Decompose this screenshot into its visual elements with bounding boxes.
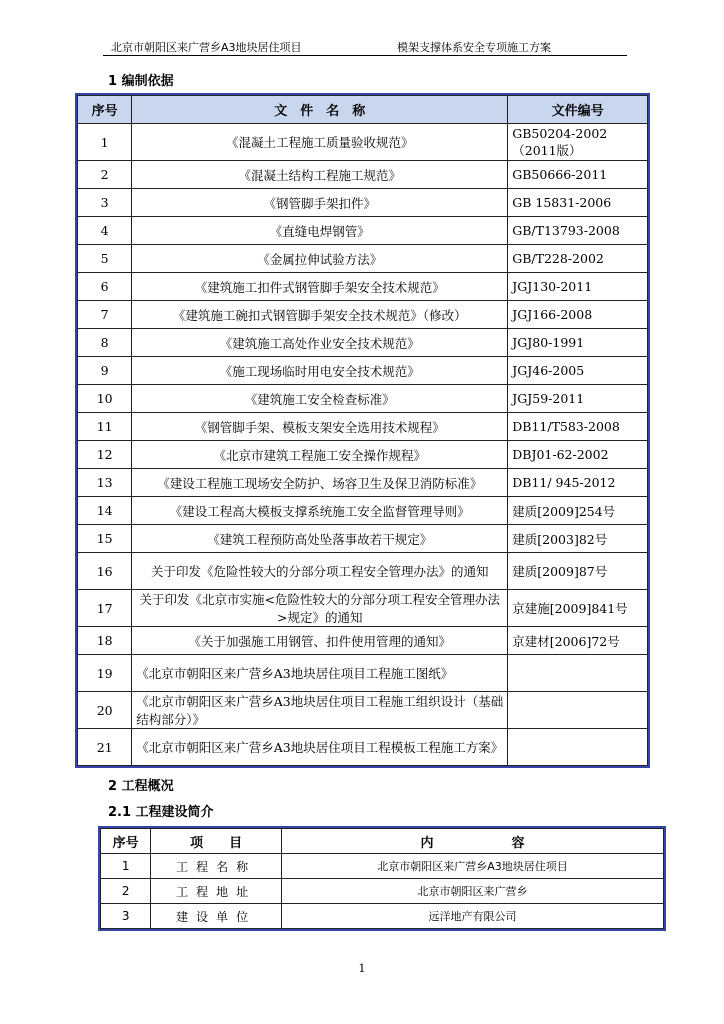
row-code: GB 15831-2006 bbox=[508, 189, 648, 217]
header-project: 北京市朝阳区来广营乡A3地块居住项目 bbox=[111, 41, 302, 54]
row-name: 《建筑工程预防高处坠落事故若干规定》 bbox=[132, 525, 508, 553]
header-doc-title: 模架支撑体系安全专项施工方案 bbox=[397, 41, 551, 54]
row-name: 《北京市建筑工程施工安全操作规程》 bbox=[132, 441, 508, 469]
table-row bbox=[78, 161, 648, 189]
row-no: 1 bbox=[101, 854, 151, 879]
row-name: 《直缝电焊钢管》 bbox=[132, 217, 508, 245]
header-item: 项 目 bbox=[151, 829, 282, 854]
row-code: DB11/T583-2008 bbox=[508, 413, 648, 441]
header-name: 文 件 名 称 bbox=[132, 96, 508, 124]
row-no: 2 bbox=[101, 879, 151, 904]
row-name: 《混凝土结构工程施工规范》 bbox=[132, 161, 508, 189]
row-no: 19 bbox=[78, 655, 132, 692]
row-no: 10 bbox=[78, 385, 132, 413]
row-no: 13 bbox=[78, 469, 132, 497]
page-header bbox=[103, 34, 627, 54]
table-row bbox=[78, 655, 648, 692]
row-no: 15 bbox=[78, 525, 132, 553]
row-code: 京建施[2009]841号 bbox=[508, 590, 648, 627]
row-no: 17 bbox=[78, 590, 132, 627]
table-row bbox=[78, 385, 648, 413]
row-code: 建质[2009]87号 bbox=[508, 553, 648, 590]
table-row bbox=[78, 590, 648, 627]
table-row bbox=[78, 329, 648, 357]
project-info-header bbox=[101, 829, 664, 854]
row-code: 建质[2003]82号 bbox=[508, 525, 648, 553]
table-row bbox=[78, 627, 648, 655]
row-code: 建质[2009]254号 bbox=[508, 497, 648, 525]
table-row bbox=[101, 879, 664, 904]
row-code: GB/T228-2002 bbox=[508, 245, 648, 273]
row-no: 2 bbox=[78, 161, 132, 189]
row-name: 《北京市朝阳区来广营乡A3地块居住项目工程施工组织设计（基础结构部分）》 bbox=[132, 692, 508, 729]
table-row bbox=[78, 469, 648, 497]
row-code: JGJ59-2011 bbox=[508, 385, 648, 413]
row-name: 《北京市朝阳区来广营乡A3地块居住项目工程模板工程施工方案》 bbox=[132, 729, 508, 766]
row-name: 《建设工程高大模板支撑系统施工安全监督管理导则》 bbox=[132, 497, 508, 525]
header-code: 文件编号 bbox=[508, 96, 648, 124]
row-name: 关于印发《危险性较大的分部分项工程安全管理办法》的通知 bbox=[132, 553, 508, 590]
row-code: DB11/ 945-2012 bbox=[508, 469, 648, 497]
row-code: JGJ166-2008 bbox=[508, 301, 648, 329]
row-content: 远洋地产有限公司 bbox=[281, 904, 663, 929]
row-content: 北京市朝阳区来广营乡A3地块居住项目 bbox=[281, 854, 663, 879]
row-no: 3 bbox=[101, 904, 151, 929]
row-no: 7 bbox=[78, 301, 132, 329]
project-info-table bbox=[98, 826, 666, 931]
table-row bbox=[78, 273, 648, 301]
row-name: 关于印发《北京市实施<危险性较大的分部分项工程安全管理办法>规定》的通知 bbox=[132, 590, 508, 627]
row-code: GB/T13793-2008 bbox=[508, 217, 648, 245]
row-no: 3 bbox=[78, 189, 132, 217]
table-row bbox=[78, 217, 648, 245]
row-no: 1 bbox=[78, 124, 132, 161]
row-item: 建设单位 bbox=[151, 904, 282, 929]
header-content: 内 容 bbox=[281, 829, 663, 854]
header-rule bbox=[103, 55, 627, 56]
row-no: 9 bbox=[78, 357, 132, 385]
row-no: 5 bbox=[78, 245, 132, 273]
row-content: 北京市朝阳区来广营乡 bbox=[281, 879, 663, 904]
row-name: 《建筑施工高处作业安全技术规范》 bbox=[132, 329, 508, 357]
row-code: GB50666-2011 bbox=[508, 161, 648, 189]
row-no: 4 bbox=[78, 217, 132, 245]
table-row bbox=[78, 553, 648, 590]
row-name: 《北京市朝阳区来广营乡A3地块居住项目工程施工图纸》 bbox=[132, 655, 508, 692]
row-no: 14 bbox=[78, 497, 132, 525]
row-name: 《建筑施工安全检查标准》 bbox=[132, 385, 508, 413]
row-no: 8 bbox=[78, 329, 132, 357]
table-row bbox=[101, 854, 664, 879]
row-no: 12 bbox=[78, 441, 132, 469]
row-no: 20 bbox=[78, 692, 132, 729]
table-row bbox=[78, 497, 648, 525]
header-no: 序号 bbox=[78, 96, 132, 124]
row-name: 《建筑施工碗扣式钢管脚手架安全技术规范》（修改） bbox=[132, 301, 508, 329]
row-code: GB50204-2002（2011版） bbox=[508, 124, 648, 161]
row-code: JGJ46-2005 bbox=[508, 357, 648, 385]
table-row bbox=[78, 189, 648, 217]
row-name: 《建筑施工扣件式钢管脚手架安全技术规范》 bbox=[132, 273, 508, 301]
header-no: 序号 bbox=[101, 829, 151, 854]
table-row bbox=[78, 245, 648, 273]
row-code bbox=[508, 729, 648, 766]
row-code: 京建材[2006]72号 bbox=[508, 627, 648, 655]
row-code: DBJ01-62-2002 bbox=[508, 441, 648, 469]
row-item: 工程地址 bbox=[151, 879, 282, 904]
row-name: 《关于加强施工用钢管、扣件使用管理的通知》 bbox=[132, 627, 508, 655]
row-no: 6 bbox=[78, 273, 132, 301]
table-row bbox=[78, 124, 648, 161]
table-row bbox=[78, 525, 648, 553]
row-name: 《钢管脚手架扣件》 bbox=[132, 189, 508, 217]
section-1-title: 1 编制依据 bbox=[108, 74, 174, 89]
section-2-title: 2 工程概况 bbox=[108, 779, 174, 794]
table-row bbox=[101, 904, 664, 929]
row-code: JGJ80-1991 bbox=[508, 329, 648, 357]
row-name: 《金属拉伸试验方法》 bbox=[132, 245, 508, 273]
table-row bbox=[78, 301, 648, 329]
row-name: 《施工现场临时用电安全技术规范》 bbox=[132, 357, 508, 385]
row-name: 《混凝土工程施工质量验收规范》 bbox=[132, 124, 508, 161]
row-code bbox=[508, 655, 648, 692]
table-row bbox=[78, 441, 648, 469]
reference-table bbox=[75, 93, 650, 768]
table-row bbox=[78, 357, 648, 385]
table-row bbox=[78, 413, 648, 441]
row-item: 工程名称 bbox=[151, 854, 282, 879]
row-no: 21 bbox=[78, 729, 132, 766]
reference-table-header bbox=[78, 96, 648, 124]
row-no: 16 bbox=[78, 553, 132, 590]
row-code: JGJ130-2011 bbox=[508, 273, 648, 301]
row-name: 《建设工程施工现场安全防护、场容卫生及保卫消防标准》 bbox=[132, 469, 508, 497]
table-row bbox=[78, 729, 648, 766]
row-name: 《钢管脚手架、模板支架安全选用技术规程》 bbox=[132, 413, 508, 441]
section-2-1-title: 2.1 工程建设简介 bbox=[108, 805, 214, 820]
row-no: 18 bbox=[78, 627, 132, 655]
row-no: 11 bbox=[78, 413, 132, 441]
table-row bbox=[78, 692, 648, 729]
row-code bbox=[508, 692, 648, 729]
page-number: 1 bbox=[358, 962, 366, 975]
